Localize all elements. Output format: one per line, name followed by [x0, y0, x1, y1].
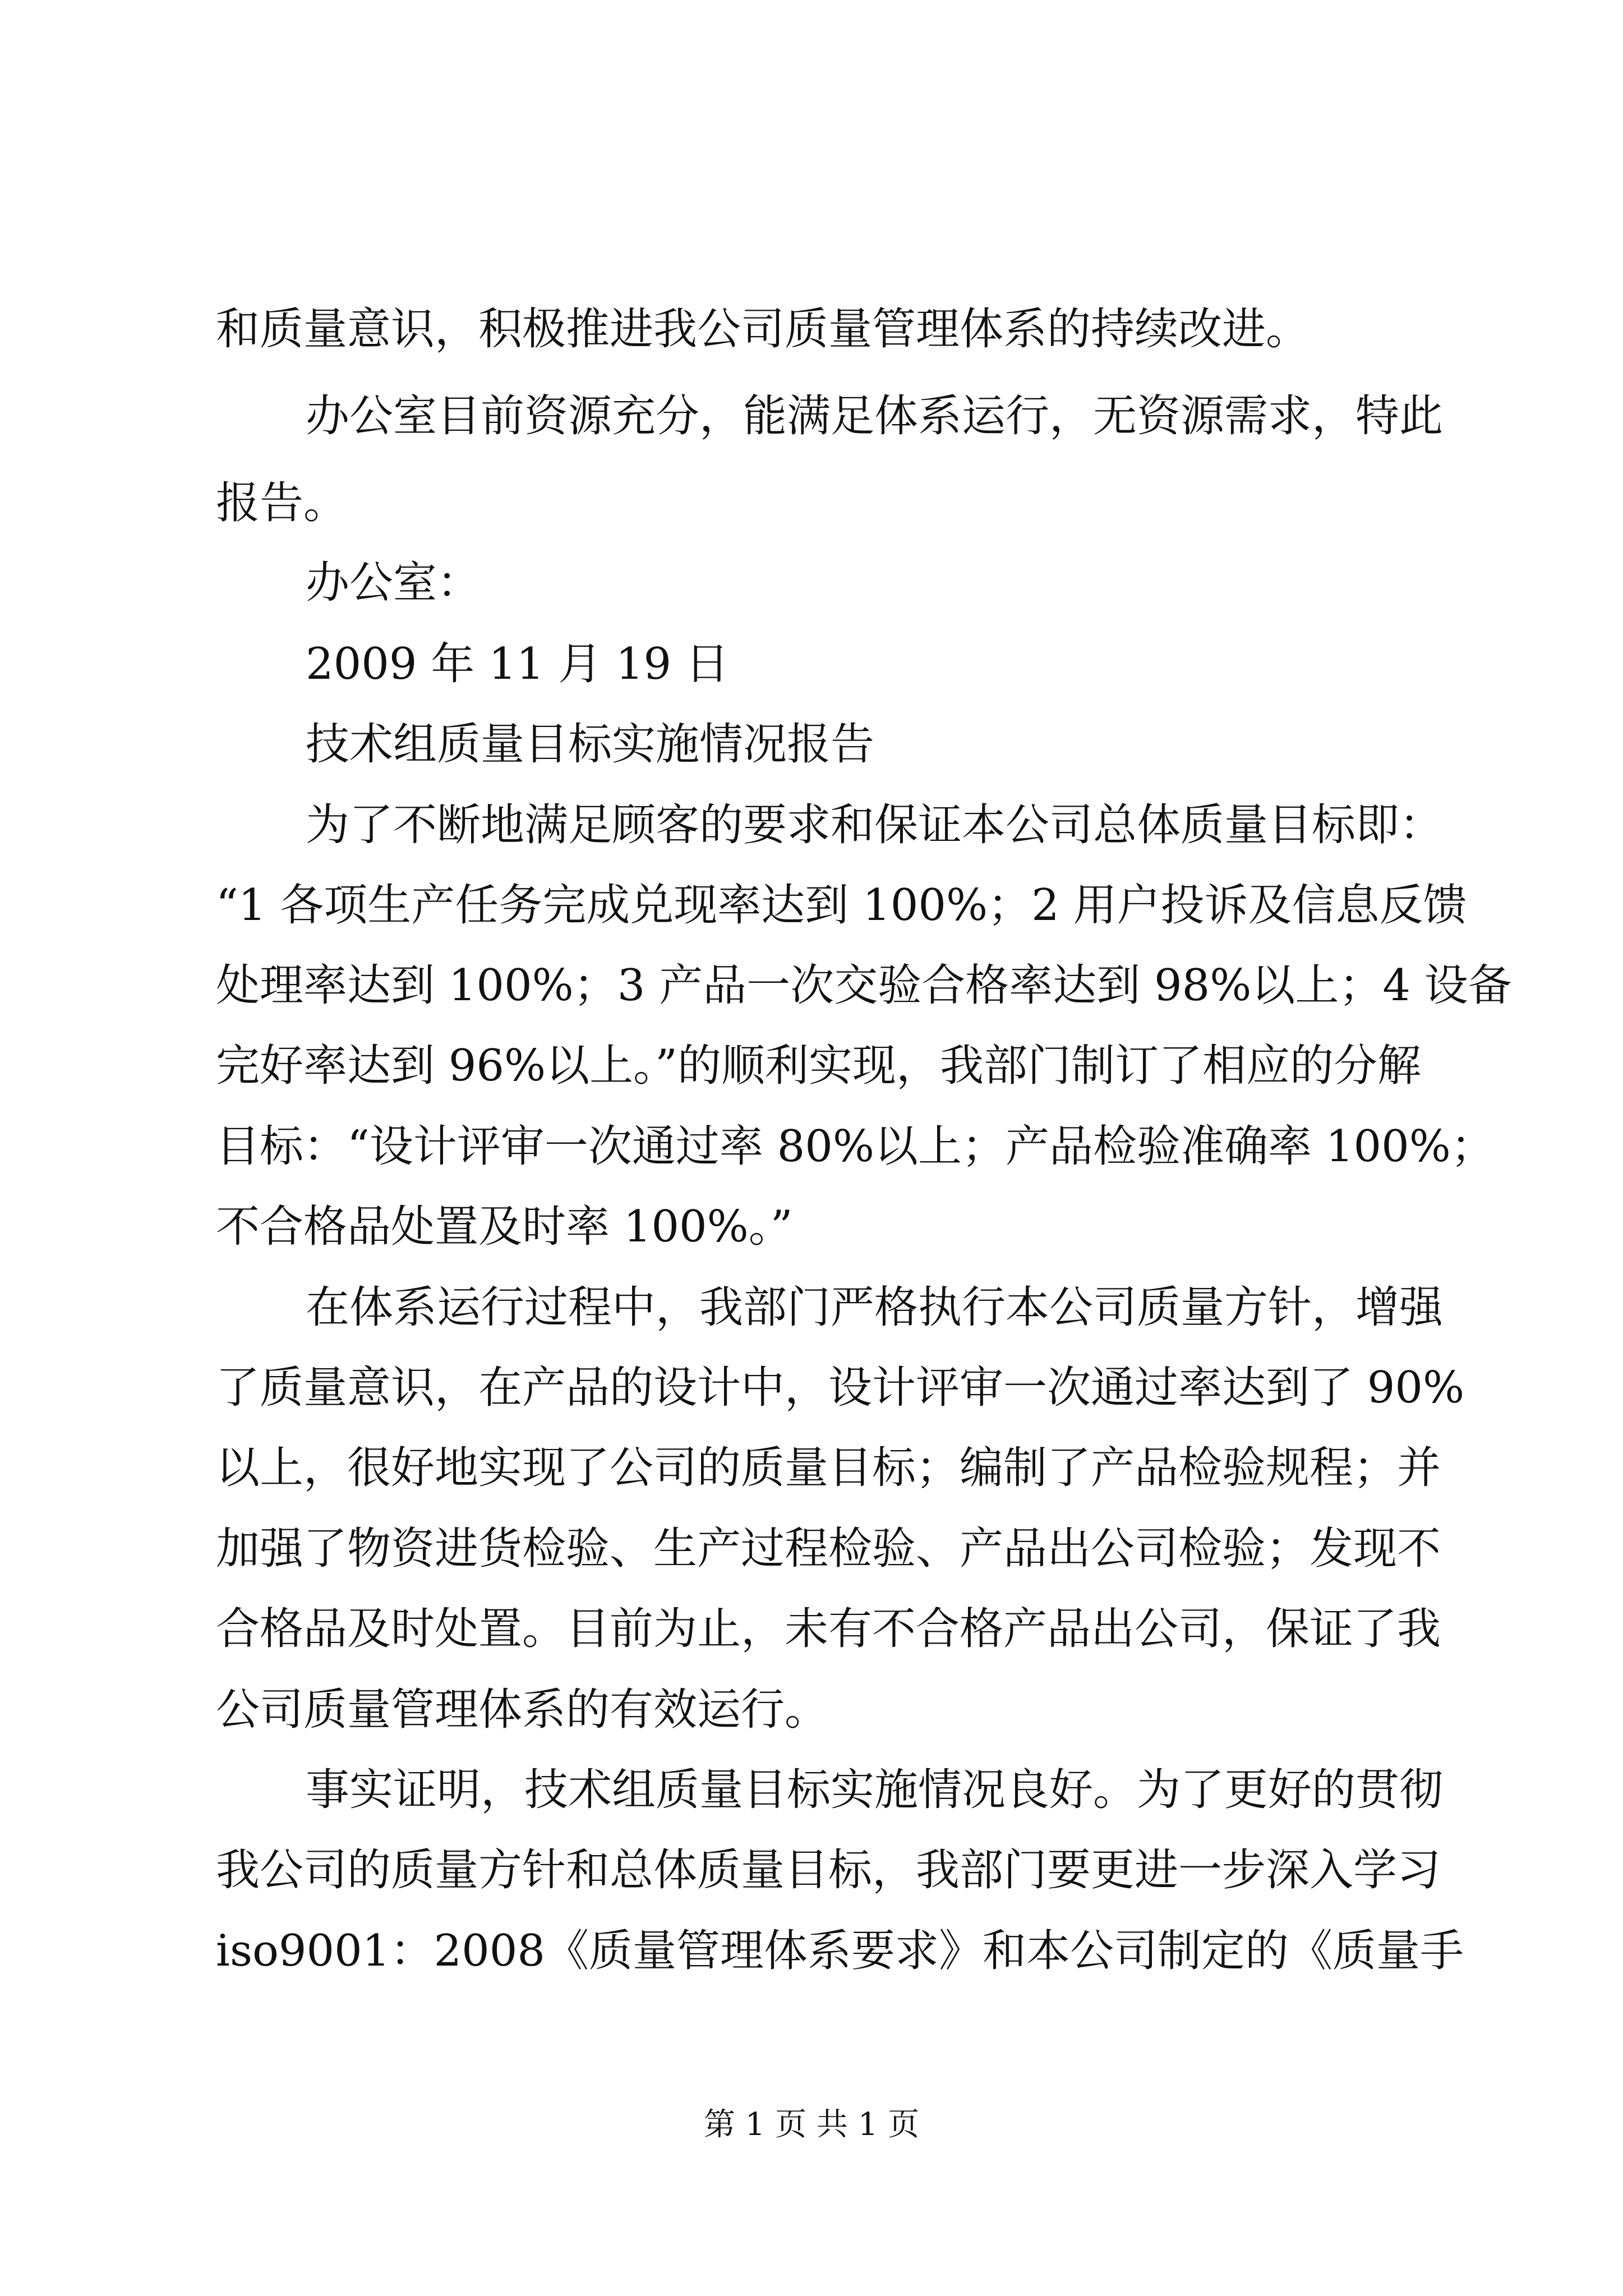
text-line: 办公室：	[306, 558, 481, 608]
text-line: 办公室目前资源充分，能满足体系运行，无资源需求，特此	[306, 391, 1444, 441]
text-line: 目标：“设计评审一次通过率 80%以上；产品检验准确率 100%；	[216, 1121, 1495, 1172]
text-line: iso9001：2008《质量管理体系要求》和本公司制定的《质量手	[216, 1926, 1464, 1976]
text-line: 和质量意识，积极推进我公司质量管理体系的持续改进。	[216, 304, 1310, 355]
text-line: “1 各项生产任务完成兑现率达到 100%；2 用户投诉及信息反馈	[216, 880, 1467, 931]
text-line: 处理率达到 100%；3 产品一次交验合格率达到 98%以上；4 设备	[216, 960, 1512, 1011]
text-line: 报告。	[216, 478, 348, 528]
text-line: 不合格品处置及时率 100%。”	[216, 1202, 793, 1252]
text-line: 为了不断地满足顾客的要求和保证本公司总体质量目标即：	[306, 800, 1444, 850]
text-line: 加强了物资进货检验、生产过程检验、产品出公司检验；发现不	[216, 1524, 1441, 1574]
text-line: 完好率达到 96%以上。”的顺利实现，我部门制订了相应的分解	[216, 1041, 1422, 1091]
text-line: 以上，很好地实现了公司的质量目标；编制了产品检验规程；并	[216, 1443, 1441, 1493]
text-line: 合格品及时处置。目前为止，未有不合格产品出公司，保证了我	[216, 1604, 1441, 1654]
text-line: 在体系运行过程中，我部门严格执行本公司质量方针，增强	[306, 1282, 1444, 1333]
text-line: 我公司的质量方针和总体质量目标，我部门要更进一步深入学习	[216, 1845, 1441, 1895]
text-line: 2009 年 11 月 19 日	[306, 639, 729, 689]
page-number-footer: 第 1 页 共 1 页	[703, 2106, 920, 2143]
text-line: 事实证明，技术组质量目标实施情况良好。为了更好的贯彻	[306, 1765, 1444, 1815]
text-line: 公司质量管理体系的有效运行。	[216, 1685, 829, 1735]
text-line: 了质量意识，在产品的设计中，设计评审一次通过率达到了 90%	[216, 1363, 1465, 1413]
text-line: 技术组质量目标实施情况报告	[306, 719, 875, 770]
